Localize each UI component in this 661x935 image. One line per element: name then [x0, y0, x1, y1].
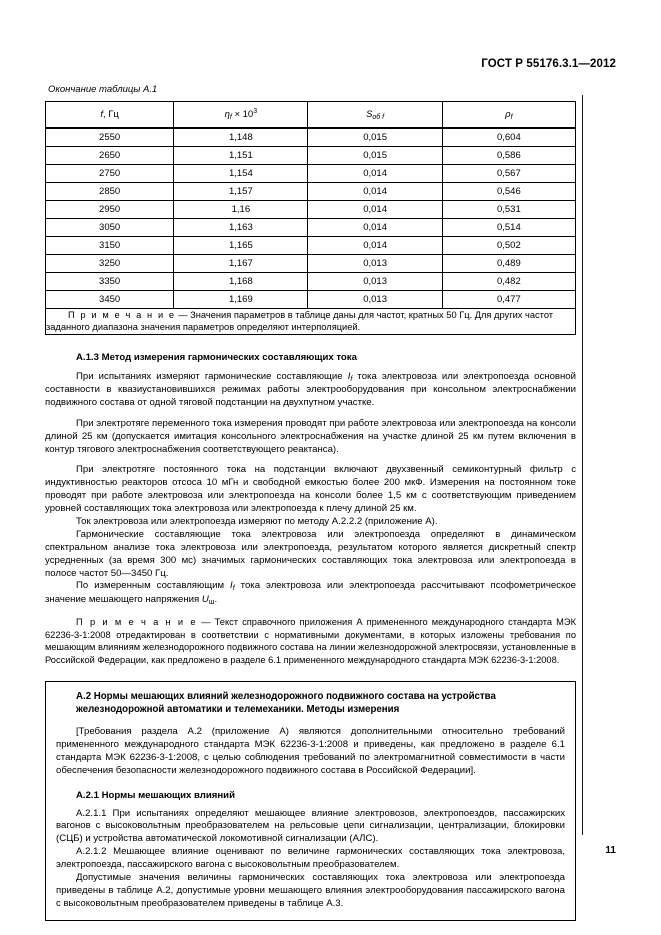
symbol-current-if-2: I — [230, 580, 233, 592]
cell-sob: 0,014 — [308, 201, 442, 219]
cell-frequency: 2750 — [46, 165, 174, 183]
p6-text-mid: тока электровоза или электропоезда рассчитывают псофометрическое значение мешающего напряжения — [45, 580, 577, 605]
table-row — [46, 255, 576, 273]
table-caption: Окончание таблицы А.1 — [48, 84, 158, 95]
cell-eta: 1,148 — [174, 128, 308, 147]
cell-eta: 1,168 — [174, 273, 308, 291]
heading-a-1-3: А.1.3 Метод измерения гармонических составляющих тока — [76, 351, 357, 363]
column-header-sob — [308, 102, 442, 129]
table-note — [46, 309, 576, 335]
table-row — [46, 128, 576, 147]
cell-rho: 0,514 — [442, 219, 575, 237]
paragraph-a13-6 — [45, 580, 576, 607]
cell-frequency: 3450 — [46, 291, 174, 309]
p6-text-before: По измеренным составляющим — [76, 580, 231, 592]
framed-clause-a2 — [45, 681, 576, 920]
paragraph-a13-2: При электротяге переменного тока измерения проводят при работе электровоза или электропоезда на консоли длиной 25 км (допускается имитация консольного электроснабжения на участке длиной 25 км путем включения в контур тягового электроснабжения соответствующего реактанса). — [45, 417, 576, 455]
cell-frequency: 3150 — [46, 237, 174, 255]
table-row — [46, 273, 576, 291]
table-row — [46, 183, 576, 201]
header-sub-obf: об f — [372, 113, 385, 121]
cell-sob: 0,013 — [308, 291, 442, 309]
cell-eta: 1,165 — [174, 237, 308, 255]
cell-frequency: 3350 — [46, 273, 174, 291]
note-text-a13: — Текст справочного приложения А примененного международного стандарта МЭК 62236-3-1:2008 отредактирован в соответствии с нормативными документами, в которых изложены требования по мешающим влияниям железнодорожного подвижного состава на линии железнодорожной электросвязи, установленные в Российской Федерации, как предложено в разделе 6.1 примененного международного стандарта МЭК 62236-3-1:2008. — [45, 617, 576, 665]
table-note-row — [46, 309, 576, 335]
note-label-a13: П р и м е ч а н и е — [76, 617, 198, 628]
cell-eta: 1,157 — [174, 183, 308, 201]
table-row — [46, 219, 576, 237]
table-note-label: П р и м е ч а н и е — [67, 310, 176, 320]
header-sub-f: f — [229, 114, 232, 121]
header-unit-hz: , Гц — [103, 109, 119, 120]
paragraph-a13-4: Ток электровоза или электропоезда измеряют по методу А.2.2.2 (приложение А). — [76, 515, 438, 527]
cell-sob: 0,014 — [308, 219, 442, 237]
p6-text-after: . — [214, 593, 218, 605]
cell-frequency: 3050 — [46, 219, 174, 237]
page-number: 11 — [605, 845, 616, 856]
cell-rho: 0,546 — [442, 183, 575, 201]
symbol-current-if-2-sub: f — [232, 585, 235, 593]
cell-frequency: 2850 — [46, 183, 174, 201]
paragraph-a13-note — [45, 616, 576, 666]
cell-eta: 1,16 — [174, 201, 308, 219]
standard-designation: ГОСТ Р 55176.3.1—2012 — [481, 58, 616, 70]
paragraph-a13-3: При электротяге постоянного тока на подстанции включают двухзвенный семиконтурный фильтр с индуктивностью реакторов отсоса 10 мГн и свободной емкостью более 200 мкФ. Измерения на постоянном токе проводят при работе электровоза или электропоезда на консоли более 1,5 км с соответствующим приведением уровней составляющих тока электровоза или электропоезда к плечу длиной 25 км. — [45, 464, 576, 515]
column-header-frequency — [46, 102, 174, 129]
cell-sob: 0,014 — [308, 183, 442, 201]
cell-sob: 0,013 — [308, 255, 442, 273]
table-row — [46, 147, 576, 165]
cell-rho: 0,477 — [442, 291, 575, 309]
table-row — [46, 291, 576, 309]
cell-frequency: 2550 — [46, 128, 174, 147]
cell-eta: 1,163 — [174, 219, 308, 237]
header-sub-rho-f: f — [510, 113, 513, 121]
cell-eta: 1,169 — [174, 291, 308, 309]
table-body — [46, 128, 576, 334]
cell-eta: 1,151 — [174, 147, 308, 165]
page-content — [45, 84, 576, 921]
symbol-voltage-u: U — [201, 593, 209, 605]
cell-rho: 0,586 — [442, 147, 575, 165]
symbol-voltage-u-sub: ш — [208, 598, 215, 606]
cell-rho: 0,489 — [442, 255, 575, 273]
header-sup-3: 3 — [253, 108, 258, 115]
paragraph-a13-1 — [45, 371, 576, 410]
cell-rho: 0,502 — [442, 237, 575, 255]
table-header-row — [46, 102, 576, 129]
header-symbol-eta: η — [224, 109, 230, 120]
cell-eta: 1,167 — [174, 255, 308, 273]
cell-rho: 0,604 — [442, 128, 575, 147]
parameters-table — [45, 101, 576, 335]
cell-frequency: 2650 — [46, 147, 174, 165]
paragraph-a2-intro: [Требования раздела А.2 (приложение А) являются дополнительными относительно требований примененного международного стандарта МЭК 62236-3-1:2008 и приведены, как предложено в разделе 6.1 стандарта МЭК 62236-3-1:2008, с целью соблюдения требований по электромагнитной совместимости в части обеспечения безопасности железнодорожного подвижного состава в Российской Федерации]. — [56, 726, 565, 776]
cell-rho: 0,567 — [442, 165, 575, 183]
cell-frequency: 2950 — [46, 201, 174, 219]
cell-rho: 0,482 — [442, 273, 575, 291]
paragraph-a13-5: Гармонические составляющие тока электровоза или электропоезда определяют в динамическом спектральном анализе тока электровоза или электропоезда, результатом которого является дискретный спектр усредненных (за время 300 мс) значимых гармонических составляющих тока электровоза или электропоезда в полосе частот 50—3450 Гц. — [45, 528, 576, 579]
table-row — [46, 201, 576, 219]
heading-a-2-1: А.2.1 Нормы мешающих влияний — [76, 789, 235, 801]
header-eta-rest: × 10 — [231, 109, 254, 120]
cell-eta: 1,154 — [174, 165, 308, 183]
cell-rho: 0,531 — [442, 201, 575, 219]
table-row — [46, 237, 576, 255]
header-symbol-rho: ρ — [505, 108, 511, 120]
table-row — [46, 165, 576, 183]
right-margin-rule — [582, 95, 583, 835]
cell-sob: 0,015 — [308, 128, 442, 147]
paragraph-a211: А.2.1.1 При испытаниях определяют мешающее влияние электровозов, электропоездов, пассажирских вагонов с высоковольтным преобразователем на рельсовые цепи сигнализации, централизации, блокировки (СЦБ) и устройства автоматической локомотивной сигнализации (АЛС). — [56, 807, 565, 845]
cell-sob: 0,014 — [308, 237, 442, 255]
cell-sob: 0,014 — [308, 165, 442, 183]
header-symbol-f: f — [100, 109, 103, 120]
symbol-current-if: I — [347, 370, 351, 382]
p1-text-after: тока электровоза или электропоезда основной составности в квазиустановившихся режимах работы электрооборудования при консольном электроснабжении подвижного состава от одной тяговой подстанции на двухпутном участке. — [45, 370, 576, 408]
cell-frequency: 3250 — [46, 255, 174, 273]
table-note-text: — Значения параметров в таблице даны для частот, кратных 50 Гц. Для других частот заданного диапазона значения параметров определяют интерполяцией. — [46, 310, 554, 333]
header-symbol-s: S — [366, 108, 373, 120]
column-header-eta — [174, 102, 308, 129]
cell-sob: 0,013 — [308, 273, 442, 291]
cell-sob: 0,015 — [308, 147, 442, 165]
p1-text-before: При испытаниях измеряют гармонические составляющие — [76, 370, 348, 382]
symbol-current-if-sub: f — [350, 375, 353, 383]
table-head — [46, 102, 576, 129]
paragraph-a213: Допустимые значения величины гармонических составляющих тока электровоза или электропоезда приведены в таблице А.2, допустимые уровни мешающего влияния электрооборудования пассажирского вагона с высоковольтным преобразователем приведены в таблице А.3. — [56, 872, 565, 909]
heading-a-2: А.2 Нормы мешающих влияний железнодорожного подвижного состава на устройства железнодорожной автоматики и телемеханики. Методы измерения — [76, 691, 496, 716]
column-header-rho — [442, 102, 575, 129]
paragraph-a212: А.2.1.2 Мешающее влияние оценивают по величине гармонических составляющих тока электровоза, электропоезда, пассажирского вагона с высоковольтным преобразователем. — [56, 846, 565, 871]
